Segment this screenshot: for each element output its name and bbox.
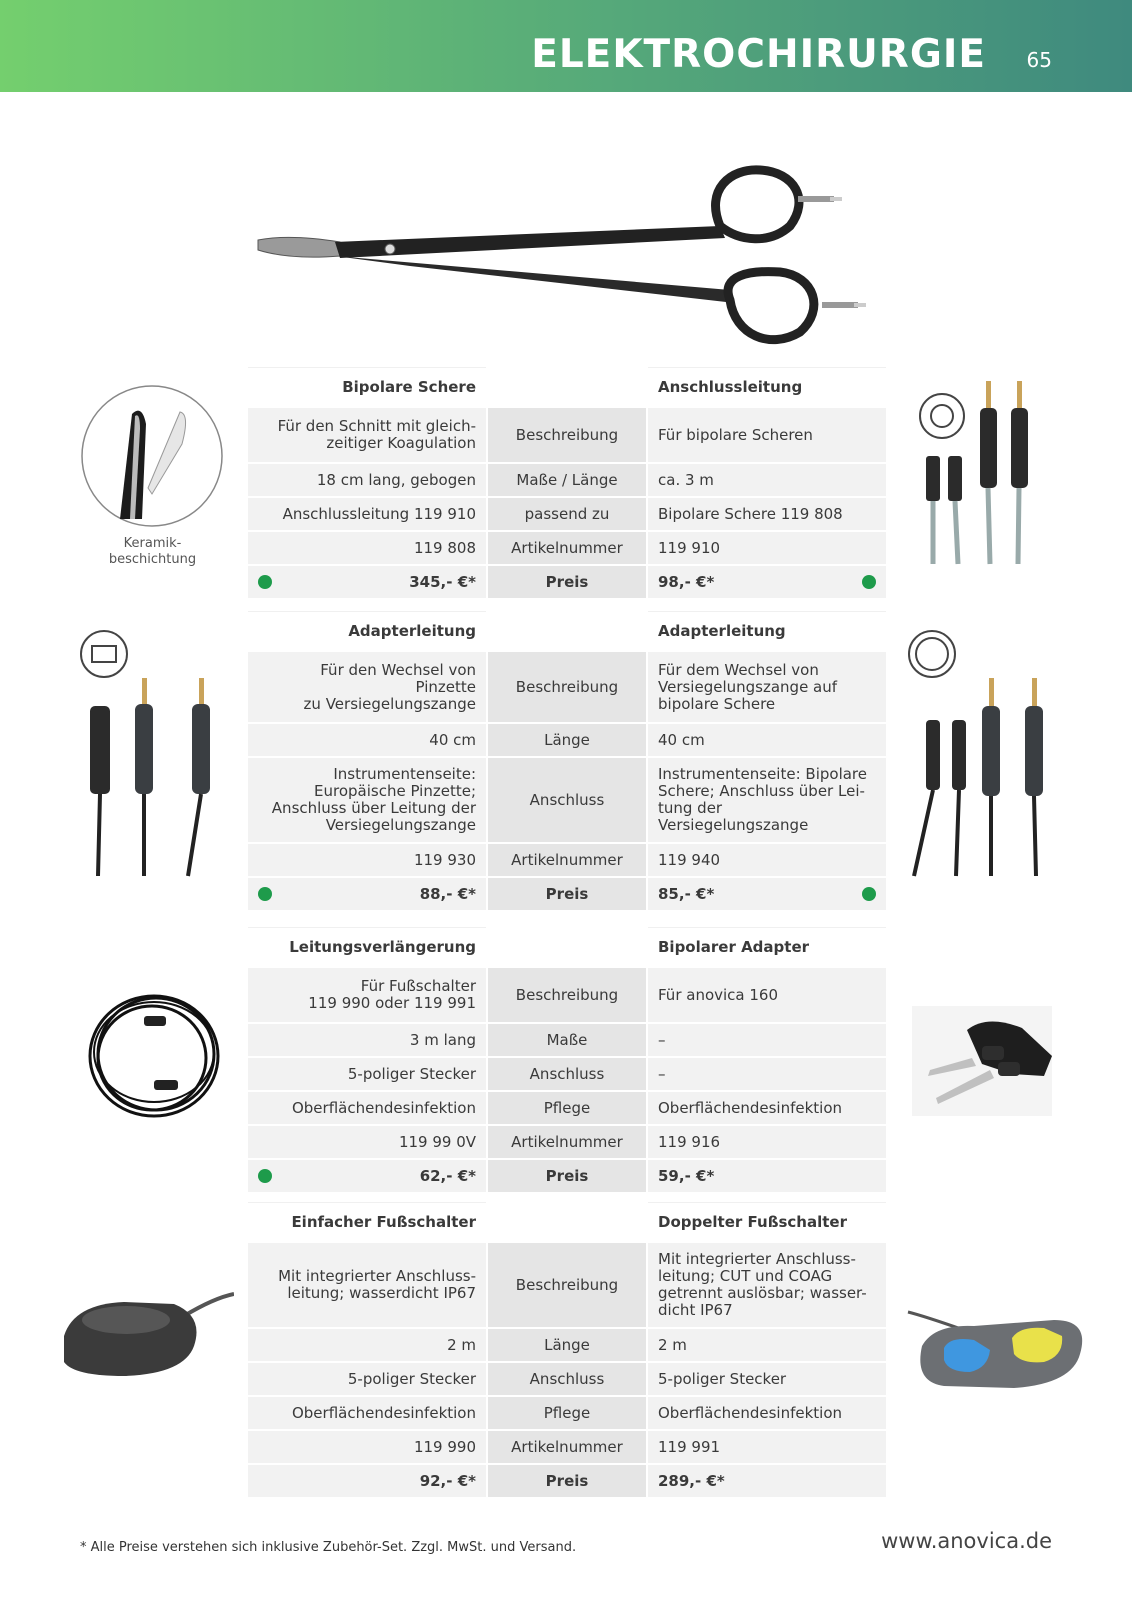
price-footnote: * Alle Preise verstehen sich inklusive Zubehör-Set. Zzgl. MwSt. und Versand. — [80, 1540, 577, 1555]
right-connection: Instrumentenseite: Bipolare Schere; Anschluss über Lei- tung der Versiegelungszange — [648, 758, 886, 842]
right-price: 289,- €* — [648, 1465, 886, 1497]
page-header — [0, 0, 1132, 92]
left-product-title: Adapterleitung — [248, 611, 486, 650]
ceramic-tip-image — [80, 384, 224, 528]
ceramic-coating-caption: Keramik- beschichtung — [108, 536, 197, 567]
adapter-cable-left-image — [78, 628, 228, 878]
left-price-cell — [248, 566, 486, 598]
right-value: – — [648, 1058, 886, 1090]
row-label: Anschluss — [488, 758, 646, 842]
left-value: 18 cm lang, gebogen — [248, 464, 486, 496]
right-value: Oberflächendesinfektion — [648, 1397, 886, 1429]
double-footswitch-image — [904, 1296, 1094, 1396]
status-dot-icon — [258, 1169, 272, 1183]
right-value: Oberflächendesinfektion — [648, 1092, 886, 1124]
row-label: Artikelnummer — [488, 532, 646, 564]
right-article-number: 119 910 — [648, 532, 886, 564]
left-price: 88,- €* — [419, 884, 476, 903]
row-label: Artikelnummer — [488, 1431, 646, 1463]
left-price-cell — [248, 878, 486, 910]
row-label: Pflege — [488, 1397, 646, 1429]
page-number: 65 — [1026, 48, 1052, 72]
right-article-number: 119 940 — [648, 844, 886, 876]
row-label: Länge — [488, 1329, 646, 1361]
website-link[interactable]: www.anovica.de — [881, 1529, 1052, 1553]
left-article-number: 119 990 — [248, 1431, 486, 1463]
left-price: 62,- €* — [419, 1166, 476, 1185]
left-article-number: 119 930 — [248, 844, 486, 876]
table-footswitches — [246, 1200, 884, 1499]
row-label: Pflege — [488, 1092, 646, 1124]
adapter-cable-right-image — [906, 628, 1066, 878]
right-product-title: Doppelter Fußschalter — [648, 1202, 886, 1241]
left-article-number: 119 808 — [248, 532, 486, 564]
status-dot-icon — [862, 887, 876, 901]
extension-cable-image — [84, 984, 224, 1124]
right-value: 40 cm — [648, 724, 886, 756]
right-value: 5-poliger Stecker — [648, 1363, 886, 1395]
row-label: Preis — [488, 566, 646, 598]
left-value: Oberflächendesinfektion — [248, 1092, 486, 1124]
right-value: – — [648, 1024, 886, 1056]
row-label: Preis — [488, 878, 646, 910]
table-adapter-cables — [246, 609, 884, 912]
left-price: 345,- €* — [409, 572, 476, 591]
left-value: 5-poliger Stecker — [248, 1058, 486, 1090]
row-label: Artikelnummer — [488, 1126, 646, 1158]
left-value: Anschlussleitung 119 910 — [248, 498, 486, 530]
status-dot-icon — [862, 575, 876, 589]
row-label: Länge — [488, 724, 646, 756]
row-label: Anschluss — [488, 1363, 646, 1395]
left-description: Für Fußschalter 119 990 oder 119 991 — [248, 968, 486, 1022]
row-label: Beschreibung — [488, 1243, 646, 1327]
connection-cable-image — [918, 376, 1068, 566]
right-value: Bipolare Schere 119 808 — [648, 498, 886, 530]
left-article-number: 119 99 0V — [248, 1126, 486, 1158]
left-description: Mit integrierter Anschluss- leitung; wasserdicht IP67 — [248, 1243, 486, 1327]
left-description: Für den Wechsel von Pinzette zu Versiegelungszange — [248, 652, 486, 722]
row-label: Maße — [488, 1024, 646, 1056]
right-product-title: Adapterleitung — [648, 611, 886, 650]
page-title: ELEKTROCHIRURGIE — [531, 32, 986, 77]
right-description: Für anovica 160 — [648, 968, 886, 1022]
row-label: Beschreibung — [488, 652, 646, 722]
right-price: 59,- €* — [648, 1160, 886, 1192]
row-label: Artikelnummer — [488, 844, 646, 876]
left-description: Für den Schnitt mit gleich- zeitiger Koagulation — [248, 408, 486, 462]
left-value: 2 m — [248, 1329, 486, 1361]
right-description: Mit integrierter Anschluss- leitung; CUT und COAG getrennt auslösbar; wasser- dicht IP67 — [648, 1243, 886, 1327]
bipolar-scissors-image — [250, 160, 880, 360]
right-price-cell — [648, 566, 886, 598]
table-bipolar-scissors — [246, 365, 884, 600]
row-label: passend zu — [488, 498, 646, 530]
right-description: Für dem Wechsel von Versiegelungszange auf bipolare Schere — [648, 652, 886, 722]
status-dot-icon — [258, 575, 272, 589]
right-article-number: 119 991 — [648, 1431, 886, 1463]
table-extension-adapter — [246, 925, 884, 1194]
row-label: Anschluss — [488, 1058, 646, 1090]
left-value: 5-poliger Stecker — [248, 1363, 486, 1395]
single-footswitch-image — [34, 1276, 234, 1386]
right-product-title: Bipolarer Adapter — [648, 927, 886, 966]
right-description: Für bipolare Scheren — [648, 408, 886, 462]
row-label: Beschreibung — [488, 408, 646, 462]
row-label: Preis — [488, 1465, 646, 1497]
left-product-title: Bipolare Schere — [248, 367, 486, 406]
left-connection: Instrumentenseite: Europäische Pinzette; Anschluss über Leitung der Versiegelungszange — [248, 758, 486, 842]
left-value: 40 cm — [248, 724, 486, 756]
right-value: 2 m — [648, 1329, 886, 1361]
bipolar-adapter-image — [912, 1006, 1052, 1116]
status-dot-icon — [258, 887, 272, 901]
row-label: Beschreibung — [488, 968, 646, 1022]
right-article-number: 119 916 — [648, 1126, 886, 1158]
right-product-title: Anschlussleitung — [648, 367, 886, 406]
left-value: Oberflächendesinfektion — [248, 1397, 486, 1429]
left-product-title: Einfacher Fußschalter — [248, 1202, 486, 1241]
row-label: Preis — [488, 1160, 646, 1192]
left-value: 3 m lang — [248, 1024, 486, 1056]
row-label: Maße / Länge — [488, 464, 646, 496]
left-price: 92,- €* — [248, 1465, 486, 1497]
left-product-title: Leitungsverlängerung — [248, 927, 486, 966]
right-price: 98,- €* — [658, 572, 715, 591]
right-price: 85,- €* — [658, 884, 715, 903]
left-price-cell — [248, 1160, 486, 1192]
right-value: ca. 3 m — [648, 464, 886, 496]
right-price-cell — [648, 878, 886, 910]
